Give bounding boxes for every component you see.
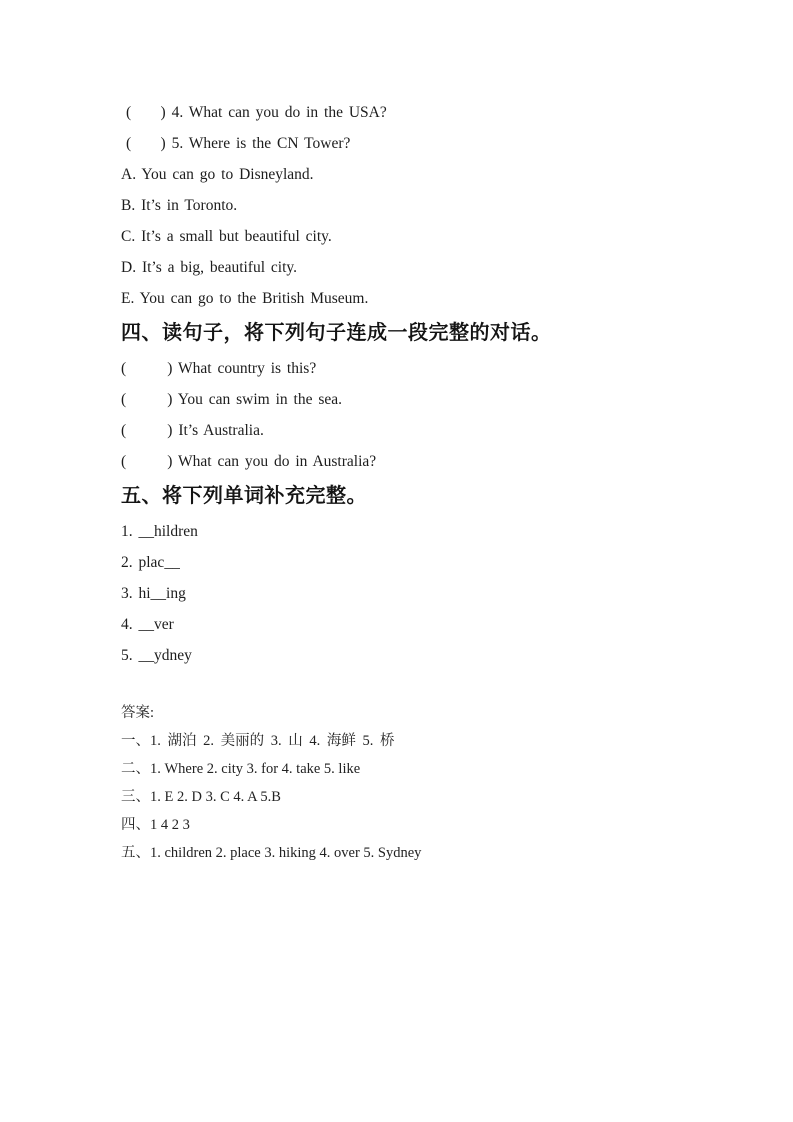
page-content xyxy=(121,97,721,867)
answers-label: 答案: xyxy=(121,705,155,721)
question-line-5: ( ) 5. Where is the CN Tower? xyxy=(126,135,351,152)
dialogue-line-4: ( ) What can you do in Australia? xyxy=(121,453,377,470)
option-line-a: A. You can go to Disneyland. xyxy=(121,166,314,183)
word-item-5: 5. __ydney xyxy=(121,647,192,664)
answer-line-5: 五、1. children 2. place 3. hiking 4. over 5. Sydney xyxy=(121,845,422,861)
answers-block xyxy=(121,699,721,867)
option-line-e: E. You can go to the British Museum. xyxy=(121,290,369,307)
section5-heading: 五、将下列单词补充完整。 xyxy=(121,485,367,507)
word-item-2: 2. plac__ xyxy=(121,554,180,571)
answer-line-3: 三、1. E 2. D 3. C 4. A 5.B xyxy=(121,789,281,805)
word-item-3: 3. hi__ing xyxy=(121,585,186,602)
section4-heading: 四、读句子，将下列句子连成一段完整的对话。 xyxy=(121,322,552,344)
option-line-d: D. It’s a big, beautiful city. xyxy=(121,259,298,276)
answer-line-4: 四、1 4 2 3 xyxy=(121,817,190,833)
dialogue-line-2: ( ) You can swim in the sea. xyxy=(121,391,343,408)
dialogue-line-1: ( ) What country is this? xyxy=(121,360,317,377)
word-item-1: 1. __hildren xyxy=(121,523,198,540)
dialogue-line-3: ( ) It’s Australia. xyxy=(121,422,264,439)
question-line-4: ( ) 4. What can you do in the USA? xyxy=(126,104,387,121)
word-item-4: 4. __ver xyxy=(121,616,174,633)
answer-line-1: 一、1. 湖泊 2. 美丽的 3. 山 4. 海鲜 5. 桥 xyxy=(121,733,395,749)
option-line-b: B. It’s in Toronto. xyxy=(121,197,238,214)
answer-line-2: 二、1. Where 2. city 3. for 4. take 5. like xyxy=(121,761,361,777)
option-line-c: C. It’s a small but beautiful city. xyxy=(121,228,332,245)
